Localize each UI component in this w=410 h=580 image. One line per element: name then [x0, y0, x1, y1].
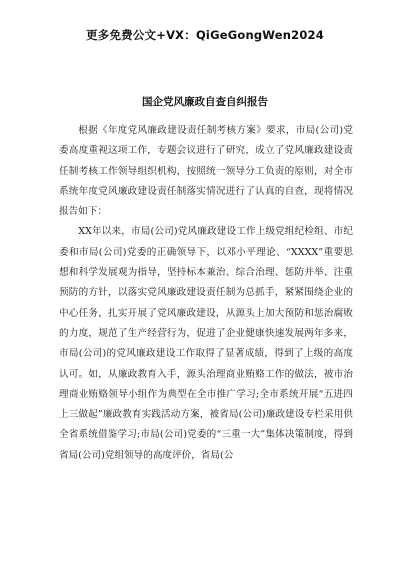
document-body	[59, 121, 353, 466]
paragraph: XX年以来，市局(公司)党风廉政建设工作上级党组纪检组、市纪委和市局(公司)党委的正确领导下，以邓小平理论、“XXXX”重要思想和科学发展观为指导，坚持标本兼治、综合治理、惩防并举、注重预防的方针，以落实党风廉政建设责任制为总抓手，紧紧围绕企业的中心任务，扎实开展了党风廉政建设，从源头上加大预防和惩治腐败的力度，规范了生产经营行为，促进了企业健康快速发展两年多来，市局(公司)的党风廉政建设工作取得了显著成绩，得到了上级的高度认可。如，从廉政教育入手，源头治理商业贿赂工作的做法，被市治理商业贿赂领导小组作为典型在全市推广学习;全市系统开展“五进四上三做起”廉政教育实践活动方案，被省局(公司)廉政建设专栏采用供全省系统借鉴学习;市局(公司)党委的“三重一大”集体决策制度，得到省局(公司)党组领导的高度评价，省局(公	[59, 226, 353, 461]
paragraph: 根据《年度党风廉政建设责任制考核方案》要求，市局(公司)党委高度重视这项工作，专题会议进行了研究，成立了党风廉政建设责任制考核工作领导组织机构，按照统一领导分工负责的原则，对全市系统年度党风廉政建设责任制落实情况进行了认真的自查，现将情况报告如下：	[59, 125, 353, 218]
document-title: 国企党风廉政自查自纠报告	[142, 96, 268, 108]
promo-header: 更多免费公文+VX：QiGeGongWen2024	[86, 28, 324, 42]
